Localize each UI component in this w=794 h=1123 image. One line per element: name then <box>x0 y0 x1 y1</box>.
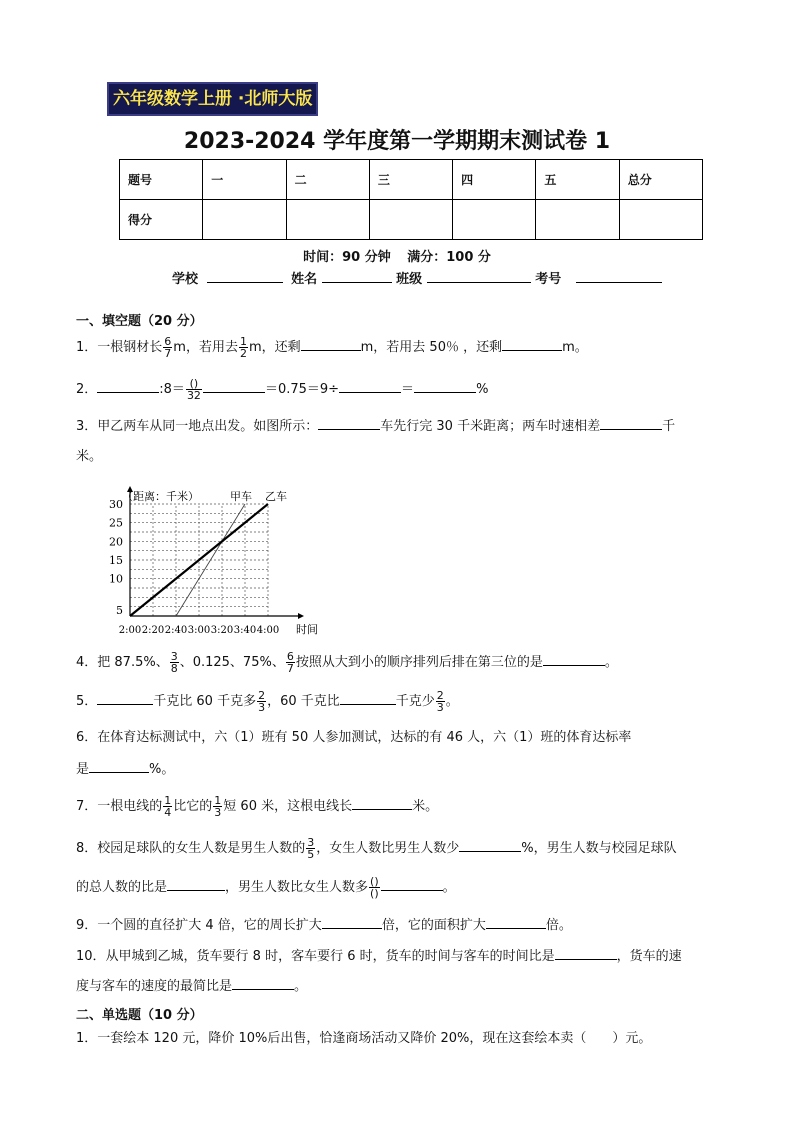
x-tick-label: 2:20 <box>141 625 165 636</box>
score-input-3[interactable] <box>369 200 452 240</box>
q10-text-c: 度与客车的速度的最简比是 <box>76 979 233 994</box>
x-tick-label: 2:00 <box>118 625 142 636</box>
q5-text-e: 。 <box>445 694 459 709</box>
q2-text-c: ＝0.75＝9÷ <box>264 382 340 397</box>
q7-text-c: 短 60 米，这根电线长 <box>223 799 353 814</box>
cell-total: 总分 <box>619 160 702 200</box>
q5-blank-1[interactable] <box>97 692 153 705</box>
q5-frac1-num: 2 <box>258 689 266 702</box>
q8-text-b: ，女生人数比男生人数少 <box>316 841 460 856</box>
q6-blank-1[interactable] <box>89 760 149 773</box>
exam-meta <box>0 246 794 265</box>
class-label: 班级 <box>396 272 423 287</box>
q2-fraction <box>186 378 202 401</box>
q3-text-a: 3．甲乙两车从同一地点出发。如图所示： <box>76 419 319 434</box>
score-input-5[interactable] <box>536 200 619 240</box>
q7-text-b: 比它的 <box>173 799 213 814</box>
cell-question-no: 题号 <box>120 160 203 200</box>
q7-blank-1[interactable] <box>352 797 412 810</box>
q4-frac2-num: 6 <box>286 650 294 663</box>
x-axis-arrow <box>298 613 304 619</box>
q5-frac2-den: 3 <box>436 701 444 714</box>
q10-blank-2[interactable] <box>232 977 294 990</box>
question-10 <box>76 947 682 966</box>
q4-text-a: 4．把 87.5%、 <box>76 655 169 670</box>
q2-text-a: 2． <box>76 382 98 397</box>
question-3-cont <box>76 448 102 466</box>
q8-blank-3[interactable] <box>381 878 443 891</box>
q2-text-b: :8＝ <box>159 382 185 397</box>
score-input-1[interactable] <box>203 200 286 240</box>
question-1 <box>76 336 588 359</box>
q8-frac-den: 5 <box>307 848 315 861</box>
q5-fraction-1 <box>257 690 266 713</box>
q8-fraction-2 <box>369 876 380 899</box>
series-label: 甲车 <box>230 490 252 503</box>
q4-blank-1[interactable] <box>543 653 605 666</box>
grade-badge: 六年级数学上册 ·北师大版 <box>107 82 318 116</box>
class-field[interactable] <box>427 270 531 283</box>
exam-title: 2023-2024 学年度第一学期期末测试卷 1 <box>183 129 611 154</box>
q1-text-d: m，若用去 50％ ，还剩 <box>360 340 503 355</box>
q3-blank-2[interactable] <box>600 417 662 430</box>
q8-blank-1[interactable] <box>459 839 521 852</box>
q1-frac1-num: 6 <box>164 335 172 348</box>
question-3 <box>76 417 675 436</box>
q10-text-b: ，货车的速 <box>616 949 682 964</box>
score-table <box>119 159 703 240</box>
q1-frac2-den: 2 <box>239 347 247 360</box>
q2-blank-3[interactable] <box>339 380 401 393</box>
q4-frac1-den: 8 <box>170 662 178 675</box>
series-label: 乙车 <box>265 490 287 503</box>
question-6 <box>76 729 631 747</box>
q1-blank-2[interactable] <box>502 338 562 351</box>
y-tick-label: 15 <box>109 554 123 567</box>
q6-text-b: 是 <box>76 762 90 777</box>
q7-frac2-num: 1 <box>214 794 222 807</box>
q4-frac1-num: 3 <box>170 650 178 663</box>
x-tick-label: 2:40 <box>164 625 188 636</box>
score-table-score-row <box>120 200 703 240</box>
y-tick-label: 25 <box>109 516 123 530</box>
q8-text-c: %，男生人数与校园足球队 <box>521 841 677 856</box>
q5-text-a: 5． <box>76 694 98 709</box>
cell-part-2: 二 <box>286 160 369 200</box>
exam-number-field[interactable] <box>576 270 662 283</box>
full-score: 满分：100 分 <box>407 250 491 265</box>
distance-time-chart <box>100 480 340 640</box>
cell-part-1: 一 <box>203 160 286 200</box>
q8-text-d: 的总人数的比是 <box>76 880 168 895</box>
q8-text-e: ，男生人数比女生人数多 <box>225 880 369 895</box>
x-tick-label: 4:00 <box>256 625 280 636</box>
cell-part-3: 三 <box>369 160 452 200</box>
q8-frac-num: 3 <box>307 836 315 849</box>
question-8-cont <box>76 876 456 899</box>
q4-text-b: 、0.125、75%、 <box>179 655 285 670</box>
q8-text-a: 8．校园足球队的女生人数是男生人数的 <box>76 841 306 856</box>
q6-text-a: 6．在体育达标测试中，六（1）班有 50 人参加测试，达标的有 46 人，六（1）班的体育达标率 <box>76 730 632 745</box>
x-tick-label: 3:20 <box>210 625 234 636</box>
mc-question-1: 1．一套绘本 120 元，降价 10%后出售，恰逢商场活动又降价 20%，现在这套绘本卖（ ）元。 <box>76 1031 652 1046</box>
student-info-line <box>172 268 662 287</box>
q1-fraction-2 <box>239 336 248 359</box>
q5-text-b: 千克比 60 千克多 <box>153 694 257 709</box>
q5-frac2-num: 2 <box>436 689 444 702</box>
score-input-2[interactable] <box>286 200 369 240</box>
q5-text-c: ，60 千克比 <box>267 694 340 709</box>
q3-blank-1[interactable] <box>318 417 380 430</box>
q8-frac2-den: () <box>370 887 379 900</box>
q7-fraction-2 <box>213 795 222 818</box>
q3-text-b: 车先行完 30 千米距离；两车时速相差 <box>380 419 601 434</box>
q5-fraction-2 <box>436 690 445 713</box>
time-limit: 时间：90 分钟 <box>303 250 391 265</box>
q1-frac1-den: 7 <box>164 347 172 360</box>
q5-frac1-den: 3 <box>258 701 266 714</box>
x-tick-label: 3:40 <box>233 625 257 636</box>
q4-text-d: 。 <box>604 655 618 670</box>
cell-part-4: 四 <box>453 160 536 200</box>
q8-blank-2[interactable] <box>167 878 225 891</box>
q6-text-c: %。 <box>149 762 175 777</box>
q8-text-f: 。 <box>442 880 456 895</box>
y-tick-label: 30 <box>109 498 123 511</box>
cell-score-label: 得分 <box>120 200 203 240</box>
school-label: 学校 <box>172 272 199 287</box>
q2-blank-4[interactable] <box>414 380 476 393</box>
score-input-4[interactable] <box>453 200 536 240</box>
score-table-header-row <box>120 160 703 200</box>
q9-text-a: 9．一个圆的直径扩大 4 倍，它的周长扩大 <box>76 918 322 933</box>
q10-blank-1[interactable] <box>555 947 617 960</box>
q1-text-a: 1．一根钢材长 <box>76 340 163 355</box>
q7-frac1-num: 1 <box>164 794 172 807</box>
q7-fraction-1 <box>163 795 172 818</box>
q7-frac1-den: 4 <box>164 806 172 819</box>
section-fill-in-title: 一、填空题（20 分） <box>76 314 203 329</box>
q1-blank-1[interactable] <box>301 338 361 351</box>
question-9 <box>76 916 572 935</box>
q10-text-d: 。 <box>294 979 308 994</box>
q5-blank-2[interactable] <box>340 692 396 705</box>
q4-fraction-2 <box>286 651 295 674</box>
name-field[interactable] <box>322 270 392 283</box>
q1-frac2-num: 1 <box>239 335 247 348</box>
exam-number-label: 考号 <box>535 272 562 287</box>
y-tick-label: 5 <box>116 604 123 617</box>
q2-frac-den: 32 <box>186 389 201 402</box>
q2-frac-num: () <box>186 378 202 390</box>
score-input-total[interactable] <box>619 200 702 240</box>
q1-text-c: m，还剩 <box>248 340 301 355</box>
cell-part-5: 五 <box>536 160 619 200</box>
name-label: 姓名 <box>291 272 318 287</box>
q2-blank-1[interactable] <box>97 380 159 393</box>
question-6-cont <box>76 760 174 779</box>
question-8 <box>76 837 677 860</box>
section-single-choice-title: 二、单选题（10 分） <box>76 1008 203 1023</box>
q7-text-d: 米。 <box>412 799 439 814</box>
q2-text-d: ＝ <box>401 382 415 397</box>
q4-frac2-den: 7 <box>286 662 294 675</box>
q7-text-a: 7．一根电线的 <box>76 799 163 814</box>
q1-text-e: m。 <box>562 340 588 355</box>
question-7 <box>76 795 438 818</box>
q4-fraction-1 <box>170 651 179 674</box>
school-field[interactable] <box>207 270 283 283</box>
q2-text-e: % <box>476 382 489 397</box>
q3-text-c: 千 <box>662 419 676 434</box>
y-tick-label: 10 <box>109 572 123 586</box>
q2-blank-2[interactable] <box>203 380 265 393</box>
question-10-cont <box>76 977 307 996</box>
q9-text-b: 倍，它的面积扩大 <box>381 918 486 933</box>
q8-frac2-num: () <box>370 875 379 888</box>
q9-text-c: 倍。 <box>545 918 572 933</box>
q10-text-a: 10．从甲城到乙城，货车要行 8 时，客车要行 6 时，货车的时间与客车的时间比是 <box>76 949 555 964</box>
q4-text-c: 按照从大到小的顺序排列后排在第三位的是 <box>295 655 543 670</box>
q7-frac2-den: 3 <box>214 806 222 819</box>
y-tick-label: 20 <box>109 535 123 549</box>
x-axis-label: 时间 <box>296 623 318 636</box>
question-2 <box>76 378 488 401</box>
q1-text-b: m，若用去 <box>173 340 238 355</box>
chart-labels <box>109 489 318 636</box>
question-4 <box>76 651 618 674</box>
y-axis-label: （距离：千米） <box>122 490 199 503</box>
q8-fraction-1 <box>306 837 315 860</box>
q9-blank-2[interactable] <box>486 916 546 929</box>
q1-fraction-1 <box>163 336 172 359</box>
q5-text-d: 千克少 <box>395 694 435 709</box>
q9-blank-1[interactable] <box>322 916 382 929</box>
x-tick-label: 3:00 <box>187 625 211 636</box>
q3-text-d: 米。 <box>76 449 103 464</box>
question-5 <box>76 690 459 713</box>
